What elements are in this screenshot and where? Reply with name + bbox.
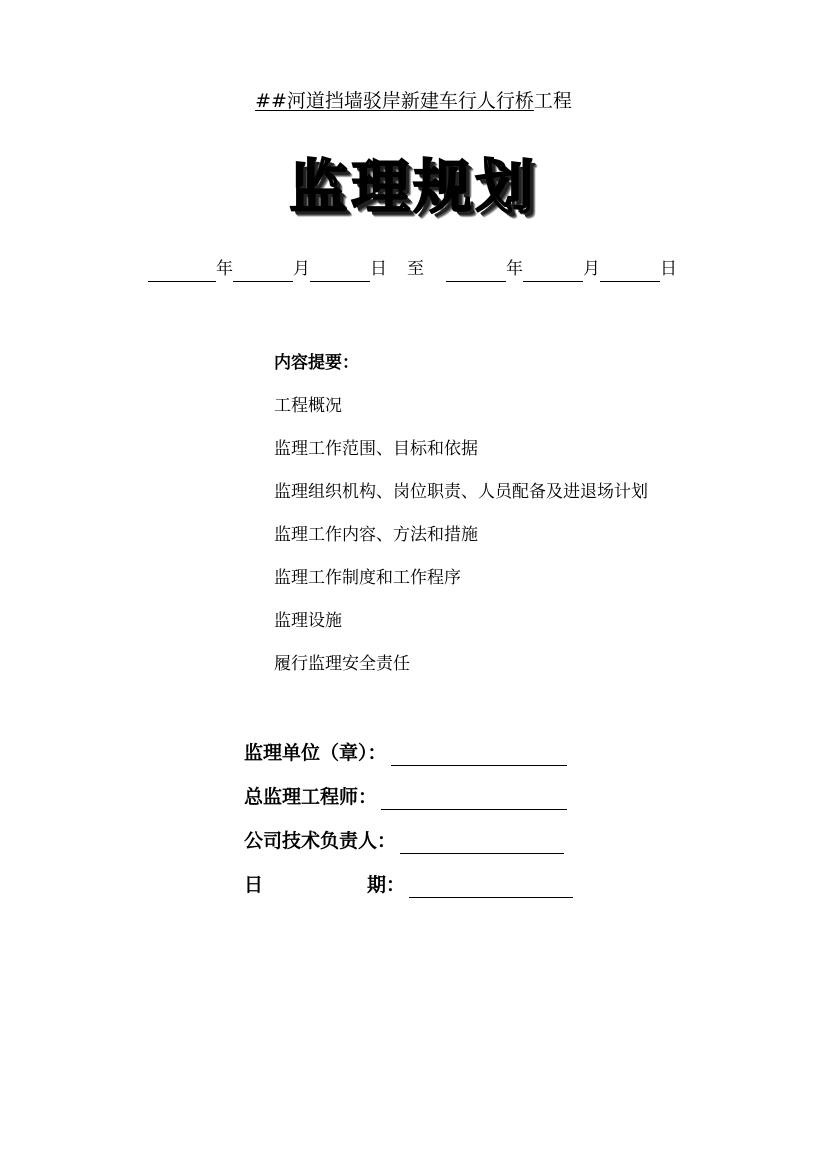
contents-item: 工程概况 (274, 396, 342, 416)
start-day-blank (310, 260, 370, 282)
tech-lead-label: 公司技术负责人： (244, 830, 397, 852)
project-suffix: 工程 (533, 90, 572, 112)
start-month-blank (233, 260, 293, 282)
start-day-label: 日 (370, 259, 387, 279)
date-label-first: 日 (244, 874, 264, 896)
chief-engineer-row (244, 784, 573, 810)
chief-engineer-line (381, 789, 567, 810)
end-year-blank (446, 260, 506, 282)
start-month-label: 月 (293, 259, 310, 279)
date-range (148, 256, 677, 282)
contents-item: 履行监理安全责任 (274, 654, 410, 674)
date-row (244, 872, 573, 898)
end-year-label: 年 (506, 259, 523, 279)
supervision-unit-line (391, 745, 567, 766)
start-year-blank (148, 260, 216, 282)
contents-item: 监理工作内容、方法和措施 (274, 525, 478, 545)
end-month-blank (523, 260, 583, 282)
supervision-unit-row (244, 740, 573, 766)
date-label-second: 期： (367, 874, 406, 896)
signature-block (244, 740, 573, 916)
supervision-unit-label: 监理单位（章）： (244, 742, 387, 764)
start-year-label: 年 (216, 259, 233, 279)
contents-heading: 内容提要： (274, 353, 359, 373)
end-day-label: 日 (660, 259, 677, 279)
end-month-label: 月 (583, 259, 600, 279)
date-line (409, 877, 573, 898)
end-day-blank (600, 260, 660, 282)
contents-item: 监理工作制度和工作程序 (274, 568, 461, 588)
main-title: 监理规划 (289, 153, 538, 221)
chief-engineer-label: 总监理工程师： (244, 786, 378, 808)
project-name: ##河道挡墙驳岸新建车行人行桥 (255, 90, 534, 112)
to-label: 至 (407, 259, 424, 279)
contents-item: 监理工作范围、目标和依据 (274, 439, 478, 459)
project-title (0, 88, 827, 114)
tech-lead-line (400, 833, 564, 854)
contents-item: 监理组织机构、岗位职责、人员配备及进退场计划 (274, 482, 648, 502)
contents-summary (274, 350, 648, 677)
tech-lead-row (244, 828, 573, 854)
contents-item: 监理设施 (274, 611, 342, 631)
